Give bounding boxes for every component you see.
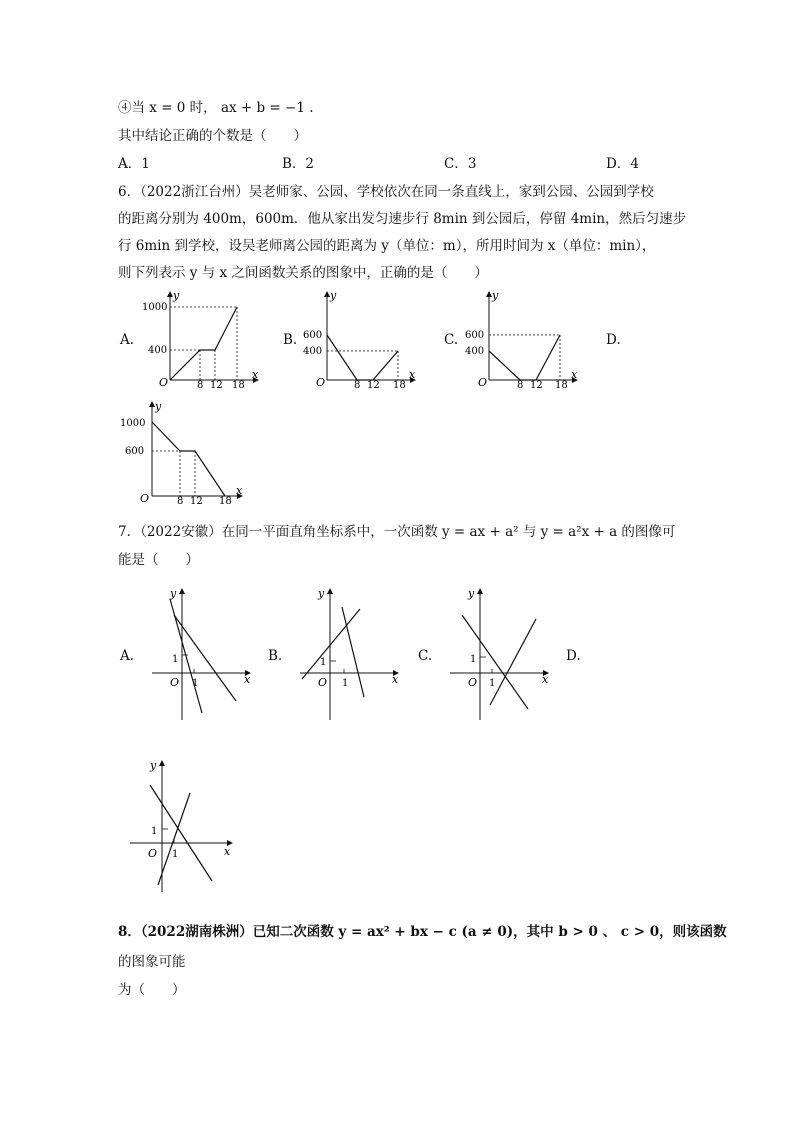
q5-item4: ④当 x = 0 时， ax + b = −1 .	[118, 100, 314, 116]
q6b-x-label: x	[409, 368, 416, 381]
q6c-x-12: 12	[530, 380, 543, 391]
q7c-x-label: x	[542, 673, 549, 686]
q5-option-c: C．3	[444, 156, 477, 172]
q6a-x-18: 18	[232, 380, 245, 391]
q6a-x-8: 8	[197, 380, 204, 391]
q6c-y-400: 400	[465, 346, 485, 357]
q6a-y-1000: 1000	[142, 302, 168, 313]
q7a-one-x: 1	[192, 678, 199, 689]
q6d-x-12: 12	[190, 496, 203, 507]
q6-option-c: C.	[444, 332, 459, 348]
q7-line2: 能是（ ）	[118, 552, 199, 568]
q7c-y-label: y	[468, 587, 475, 600]
q5-question: 其中结论正确的个数是（ ）	[118, 128, 307, 144]
q7d-one-x: 1	[172, 849, 179, 860]
q7-graph-a	[150, 585, 260, 725]
q8-line3: 为（ ）	[118, 982, 186, 998]
q6a-y-label: y	[173, 289, 180, 302]
q7a-y-label: y	[170, 587, 177, 600]
q6-graph-b	[300, 288, 425, 391]
q6b-origin: O	[316, 376, 326, 389]
q7d-origin: O	[148, 847, 158, 860]
q7a-x-label: x	[244, 673, 251, 686]
q8-line2: 的图象可能	[118, 954, 186, 970]
q8-line1: 8．（2022湖南株洲）已知二次函数 y = ax² + bx − c (a ≠ 0)，其中 b > 0 、 c > 0，则该函数	[118, 924, 727, 940]
q7d-y-label: y	[150, 759, 157, 772]
q6d-x-18: 18	[219, 496, 232, 507]
q7-option-b: B.	[268, 648, 283, 664]
q7b-y-label: y	[318, 587, 325, 600]
q6-line1: 6．（2022浙江台州）吴老师家、公园、学校依次在同一条直线上，家到公园、公园到学校	[118, 184, 654, 200]
q7a-origin: O	[170, 676, 180, 689]
q6-graph-a	[140, 288, 265, 391]
q6c-y-label: y	[492, 289, 499, 302]
q7b-origin: O	[318, 676, 328, 689]
q6d-y-label: y	[155, 400, 162, 413]
q5-option-d: D．4	[606, 156, 639, 172]
q6a-x-12: 12	[210, 380, 223, 391]
q6b-x-18: 18	[393, 380, 406, 391]
q6d-x-label: x	[236, 484, 243, 497]
q7a-one-y: 1	[172, 654, 179, 665]
q6-graph-c	[462, 288, 587, 391]
q7d-x-label: x	[224, 845, 231, 858]
q7-option-c: C.	[418, 648, 433, 664]
q6d-x-8: 8	[177, 496, 184, 507]
q7-line1: 7．（2022安徽）在同一平面直角坐标系中，一次函数 y = ax + a² 与 y = a²x + a 的图像可	[118, 524, 676, 540]
q6-option-b: B.	[283, 332, 298, 348]
q6-line3: 行 6min 到学校，设吴老师离公园的距离为 y（单位：m），所用时间为 x（单位：min），	[118, 238, 656, 254]
q6c-x-label: x	[571, 368, 578, 381]
q7b-x-label: x	[392, 673, 399, 686]
q6-line2: 的距离分别为 400m，600m．他从家出发匀速步行 8min 到公园后，停留 4min，然后匀速步	[118, 211, 687, 227]
q6-option-a: A.	[120, 332, 135, 348]
q6c-y-600: 600	[465, 330, 485, 341]
q6d-origin: O	[140, 492, 150, 505]
q6a-origin: O	[159, 376, 169, 389]
q6-line4: 则下列表示 y 与 x 之间函数关系的图象中，正确的是（ ）	[118, 265, 488, 281]
q6b-x-8: 8	[354, 380, 361, 391]
q7-graph-d	[128, 757, 243, 897]
q6b-y-600: 600	[303, 330, 323, 341]
q7c-one-x: 1	[489, 678, 496, 689]
q6a-y-400: 400	[148, 345, 168, 356]
q6b-y-400: 400	[303, 346, 323, 357]
q5-option-b: B．2	[282, 156, 315, 172]
q6d-y-600: 600	[125, 446, 145, 457]
q6c-x-18: 18	[555, 380, 568, 391]
q6-graph-d	[120, 398, 250, 506]
q7-graph-b	[298, 585, 408, 725]
q6c-origin: O	[478, 376, 488, 389]
q6-option-d: D.	[606, 332, 621, 348]
q7c-origin: O	[468, 676, 478, 689]
q7d-one-y: 1	[151, 826, 158, 837]
q6d-y-1000: 1000	[120, 418, 146, 429]
q7b-one-x: 1	[342, 678, 349, 689]
q7-graph-c	[448, 585, 558, 725]
q6c-x-8: 8	[517, 380, 524, 391]
q7-option-a: A.	[120, 648, 135, 664]
q7c-one-y: 1	[470, 654, 477, 665]
q5-option-a: A．1	[118, 156, 150, 172]
q6a-x-label: x	[252, 368, 259, 381]
q6b-x-12: 12	[367, 380, 380, 391]
q6b-y-label: y	[330, 289, 337, 302]
q7b-one-y: 1	[320, 657, 327, 668]
q7-option-d: D.	[566, 648, 581, 664]
